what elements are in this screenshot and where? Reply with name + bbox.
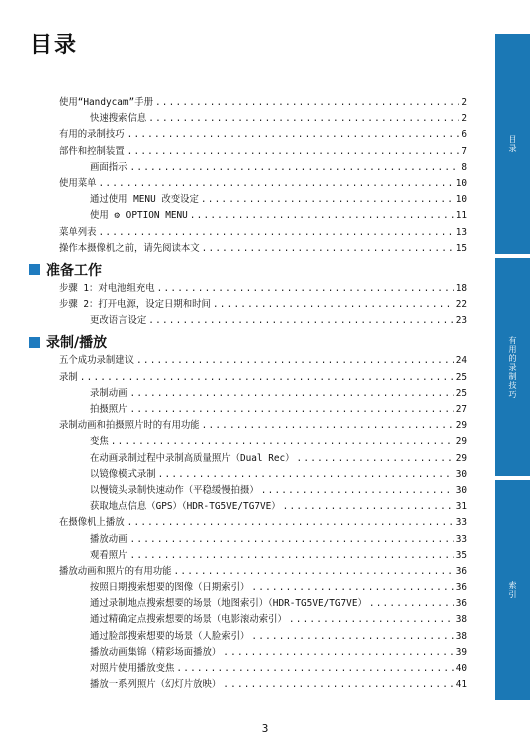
dot-leader [174,564,454,580]
toc-entry-title: 播放动画集锦（精彩场面播放） [90,646,222,658]
toc-entry[interactable] [59,297,467,313]
toc-entry-title: 更改语言设定 [90,315,147,327]
section-marker-icon [29,337,40,348]
toc-entry-title: 拍摄照片 [90,404,128,415]
dot-leader [158,467,454,483]
dot-leader [99,176,454,192]
toc-entry-title: 步骤 2：打开电源，设定日期和时间 [59,299,211,311]
toc-entry[interactable] [59,418,467,434]
toc-entry[interactable] [59,661,467,677]
toc-entry-title: 变焦 [90,436,109,448]
page-title: 目录 [30,33,79,58]
toc-entry[interactable] [59,532,467,548]
toc-entry-page: 11 [455,210,467,222]
toc-entry-title: 播放动画 [90,533,128,545]
toc-entry[interactable] [59,499,467,515]
toc-entry-page: 6 [461,129,467,141]
section-heading-recording[interactable] [29,332,467,352]
toc-intro-list [59,95,467,257]
toc-entry[interactable] [59,467,467,483]
toc-entry-page: 30 [455,484,467,496]
toc-entry-title: 部件和控制装置 [59,145,125,157]
toc-entry-title: 按照日期搜索想要的图像（日期索引） [90,582,250,594]
tab-label: 有用的录制技巧 [508,335,517,399]
dot-leader [251,629,453,645]
toc-entry-page: 22 [455,299,467,311]
dot-leader [202,418,454,434]
toc-entry-page: 10 [455,177,467,189]
toc-entry-page: 8 [461,161,467,173]
dot-leader [155,95,459,111]
toc-entry-title: 使用“Handycam”手册 [59,97,153,108]
toc-entry-page: 24 [455,355,467,367]
toc-entry[interactable] [59,176,467,192]
toc-entry-title: 通过使用 MENU 改变设定 [90,194,199,206]
toc-entry-title: 操作本摄像机之前，请先阅读本文 [59,242,200,254]
toc-entry[interactable] [59,160,467,176]
toc-entry-page: 33 [455,533,467,545]
toc-entry-page: 36 [455,582,467,594]
dot-leader [127,127,460,143]
tab-index[interactable] [495,480,530,700]
dot-leader [130,160,460,176]
toc-entry-title: 以镜像模式录制 [90,468,156,480]
toc-entry[interactable] [59,144,467,160]
toc-entry[interactable] [59,451,467,467]
dot-leader [201,192,454,208]
dot-leader [127,515,454,531]
toc-entry-page: 41 [455,679,467,691]
dot-leader [261,483,454,499]
toc-entry[interactable] [59,208,467,224]
toc-entry[interactable] [59,370,467,386]
toc-entry-title: 播放一系列照片（幻灯片放映） [90,679,222,691]
toc-entry-title: 以慢镜头录制快速动作（平稳缓慢拍摄） [90,484,259,496]
toc-prep-list [59,281,467,330]
tab-recording-tips[interactable] [495,258,530,476]
toc-entry[interactable] [59,645,467,661]
toc-entry-page: 10 [455,194,467,206]
toc-entry-title: 画面指示 [90,161,128,173]
dot-leader [176,661,453,677]
toc-entry-title: 通过精确定点搜索想要的场景（电影滚动索引） [90,614,287,626]
toc-entry-title: 录制动画 [90,387,128,399]
toc-entry-title: 在摄像机上播放 [59,517,125,529]
toc-entry-page: 27 [455,404,467,415]
section-heading-prep[interactable] [29,260,467,280]
toc-entry[interactable] [59,111,467,127]
toc-entry[interactable] [59,127,467,143]
toc-entry-title: 录制动画和拍摄照片时的有用功能 [59,420,200,432]
dot-leader [127,144,460,160]
dot-leader [289,612,454,628]
toc-entry[interactable] [59,580,467,596]
tab-label: 索引 [508,581,517,599]
toc-entry-title: 对照片使用播放变焦 [90,663,175,674]
dot-leader [130,548,454,564]
dot-leader [130,386,454,402]
toc-entry-page: 36 [455,598,467,610]
toc-entry-page: 31 [455,501,467,513]
dot-leader [111,434,454,450]
dot-leader [223,645,453,661]
toc-entry-page: 30 [455,468,467,480]
toc-entry-page: 35 [455,549,467,561]
dot-leader [136,353,454,369]
dot-leader [157,281,454,297]
toc-entry[interactable] [59,548,467,564]
toc-entry-title: 录制 [59,371,78,383]
table-of-contents [46,95,467,693]
toc-entry-title: 步骤 1：对电池组充电 [59,282,155,294]
dot-leader [148,313,453,329]
toc-entry[interactable] [59,225,467,241]
toc-entry[interactable] [59,313,467,329]
toc-entry-title: 通过录制地点搜索想要的场景（地图索引）（HDR-TG5VE/TG7VE） [90,598,367,610]
toc-entry[interactable] [59,192,467,208]
toc-entry-page: 2 [461,113,467,125]
dot-leader [130,532,454,548]
toc-entry[interactable] [59,402,467,418]
toc-entry-page: 38 [455,614,467,626]
dot-leader [251,580,453,596]
tab-contents[interactable] [495,34,530,254]
toc-entry-title: 五个成功录制建议 [59,355,135,367]
page-number: 3 [261,722,269,735]
toc-entry[interactable] [59,612,467,628]
toc-entry-page: 36 [455,565,467,577]
dot-leader [99,225,454,241]
toc-entry-page: 29 [455,420,467,432]
dot-leader [148,111,459,127]
toc-entry-title: 快速搜索信息 [90,113,147,125]
toc-entry-title: 菜单列表 [59,226,97,238]
toc-entry-page: 40 [455,663,467,674]
toc-entry-page: 33 [455,517,467,529]
dot-leader [202,241,454,257]
section-title: 准备工作 [46,262,102,279]
toc-entry-title: 通过脸部搜索想要的场景（人脸索引） [90,630,250,642]
toc-entry-page: 15 [455,242,467,254]
toc-entry-title: 使用菜单 [59,177,97,189]
dot-leader [190,208,454,224]
section-marker-icon [29,264,40,275]
toc-entry-title: 播放动画和照片的有用功能 [59,565,172,577]
toc-entry-title: 有用的录制技巧 [59,129,125,141]
dot-leader [283,499,454,515]
dot-leader [213,297,454,313]
toc-entry-page: 38 [455,630,467,642]
toc-entry[interactable] [59,629,467,645]
dot-leader [369,596,454,612]
section-title: 录制/播放 [46,335,108,352]
toc-entry-page: 23 [455,315,467,327]
toc-entry-page: 25 [455,387,467,399]
dot-leader [223,677,453,693]
dot-leader [297,451,454,467]
toc-entry-page: 18 [455,282,467,294]
toc-entry[interactable] [59,353,467,369]
toc-entry-page: 29 [455,452,467,464]
toc-entry[interactable] [59,281,467,297]
dot-leader [130,402,454,418]
toc-entry[interactable] [59,386,467,402]
toc-entry[interactable] [59,596,467,612]
toc-entry-page: 7 [461,145,467,157]
dot-leader [80,370,454,386]
toc-entry-page: 13 [455,226,467,238]
tab-label: 目录 [508,135,517,153]
toc-entry[interactable] [59,564,467,580]
toc-entry[interactable] [59,95,467,111]
toc-entry[interactable] [59,677,467,693]
toc-entry[interactable] [59,241,467,257]
toc-entry[interactable] [59,434,467,450]
toc-entry-page: 39 [455,646,467,658]
toc-entry[interactable] [59,483,467,499]
toc-recording-list [59,353,467,693]
toc-entry-title: 获取地点信息（GPS）（HDR-TG5VE/TG7VE） [90,501,281,513]
toc-entry[interactable] [59,515,467,531]
toc-entry-title: 观看照片 [90,549,128,561]
toc-entry-page: 29 [455,436,467,448]
toc-entry-page: 2 [461,97,467,108]
toc-entry-page: 25 [455,371,467,383]
toc-entry-title: 使用 ⚙ OPTION MENU [90,210,188,222]
toc-entry-title: 在动画录制过程中录制高质量照片（Dual Rec） [90,452,295,464]
